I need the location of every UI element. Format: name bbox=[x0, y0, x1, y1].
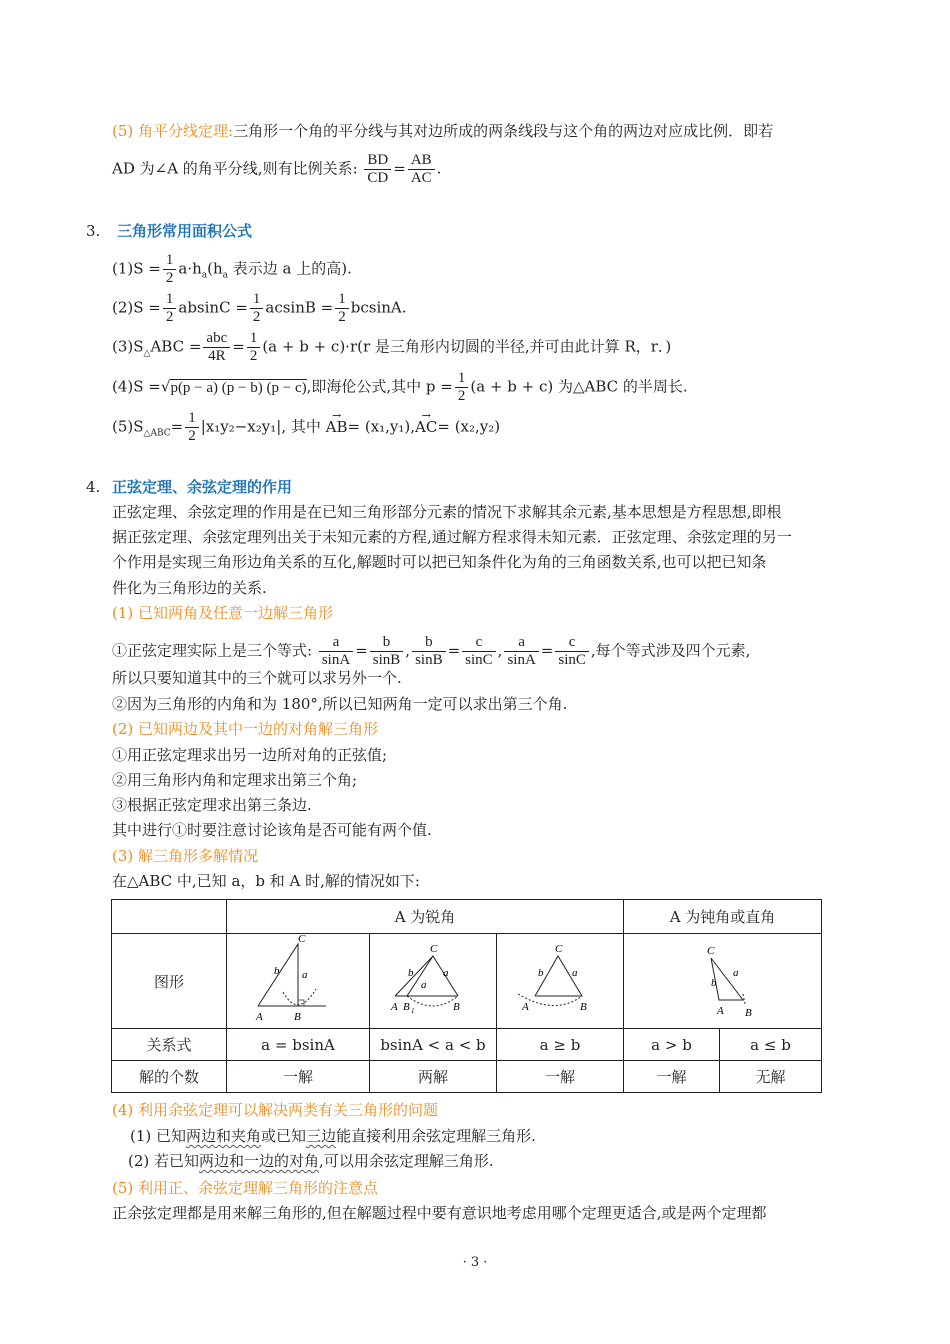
svg-text:C: C bbox=[298, 934, 306, 945]
section-title: 正弦定理、余弦定理的作用 bbox=[112, 478, 293, 496]
relation-cell: a = bsinA bbox=[227, 1029, 370, 1061]
svg-text:B: B bbox=[294, 1011, 301, 1023]
text-line: 所以只要知道其中的三个就可以求另外一个. bbox=[112, 669, 402, 687]
svg-text:b: b bbox=[408, 967, 414, 979]
area-formula-5: $(5)S_{\triangle ABC}=$ $\frac{1}{2}$ |x₁y₂−x₂y₁|, 其中 → AB= (x₁,y₁),→ AC= (x₂,y₂) bbox=[112, 410, 500, 445]
subsection-title: (2) 已知两边及其中一边的对角解三角形 bbox=[112, 720, 379, 738]
svg-text:C: C bbox=[555, 943, 563, 955]
relation-cell: a ≤ b bbox=[720, 1029, 822, 1061]
section-title: 三角形常用面积公式 bbox=[117, 222, 253, 240]
count-cell: 两解 bbox=[370, 1061, 497, 1093]
fraction: $\frac{BD}{CD}$ bbox=[364, 152, 391, 187]
area-formula-2: (2)S = $\frac{1}{2}$ absinC = $\frac{1}{2}$ acsinB = $\frac{1}{2}$ bcsinA. bbox=[112, 291, 407, 325]
svg-text:A: A bbox=[522, 1001, 529, 1013]
svg-text:A: A bbox=[391, 1001, 398, 1013]
subsection-title: (1) 已知两角及任意一边解三角形 bbox=[112, 604, 334, 622]
svg-text:B: B bbox=[453, 1001, 460, 1013]
row-label: 关系式 bbox=[112, 1029, 227, 1061]
paragraph-line: 件化为三角形边的关系. bbox=[112, 579, 267, 597]
text: AD 为∠A 的角平分线,则有比例关系: bbox=[112, 159, 358, 178]
paragraph-line: 据正弦定理、余弦定理列出关于未知元素的方程,通过解方程求得未知元素．正弦定理、余弦定理的另一 bbox=[112, 528, 792, 546]
text-line: 在△ABC 中,已知 a，b 和 A 时,解的情况如下: bbox=[112, 872, 420, 890]
text-line: ②用三角形内角和定理求出第三个角; bbox=[112, 771, 358, 789]
count-cell: 一解 bbox=[497, 1061, 624, 1093]
svg-text:B: B bbox=[580, 1001, 587, 1013]
text-line: ②因为三角形的内角和为 180°,所以已知两角一定可以求出第三个角. bbox=[112, 695, 568, 713]
text-line: ③根据正弦定理求出第三条边. bbox=[112, 796, 312, 814]
figure-two-solutions bbox=[370, 934, 497, 1029]
figure-one-solution-right bbox=[227, 934, 370, 1029]
figure-one-solution-a-ge-b bbox=[497, 934, 624, 1029]
sine-law-equalities: ①正弦定理实际上是三个等式: $\frac{a}{\sin A}$ = $\frac{b}{\sin B}$ , $\frac{b}{\sin B}$ = $\frac{c}{\sin C}$ , $\frac{a}{\sin A}$ = $\frac{c}{\sin C}$ ,每个等式涉及四个元素, bbox=[112, 634, 751, 668]
svg-text:A: A bbox=[256, 1011, 263, 1023]
svg-text:b: b bbox=[274, 965, 280, 977]
angle-bisector-formula: AD 为∠A 的角平分线,则有比例关系: $\frac{BD}{CD}$ = $\frac{AB}{AC}$ . bbox=[112, 152, 442, 186]
count-cell: 无解 bbox=[720, 1061, 822, 1093]
relation-cell: bsinA < a < b bbox=[370, 1029, 497, 1061]
svg-text:A: A bbox=[716, 1005, 724, 1017]
section-number: 3. bbox=[86, 222, 101, 240]
svg-text:a: a bbox=[572, 967, 578, 979]
figure-obtuse bbox=[624, 934, 822, 1029]
section-number: 4. bbox=[86, 478, 101, 496]
relation-cell: a ≥ b bbox=[497, 1029, 624, 1061]
area-formula-3: $(3)S_\triangle ABC$ = abc 4R = $\frac{1}{2}$ (a + b + c)·r(r 是三角形内切圆的半径,并可由此计算 R，r．) bbox=[112, 330, 672, 364]
header-acute: A 为锐角 bbox=[227, 900, 624, 934]
svg-text:1: 1 bbox=[411, 1007, 415, 1015]
paragraph-line: 个作用是实现三角形边角关系的互化,解题时可以把已知条件化为角的三角函数关系,也可以把已知条 bbox=[112, 553, 767, 571]
subsection-title: (3) 解三角形多解情况 bbox=[112, 847, 259, 865]
svg-text:a: a bbox=[732, 967, 738, 979]
text-line: ①用正弦定理求出另一边所对角的正弦值; bbox=[112, 746, 388, 764]
text-line: 正余弦定理都是用来解三角形的,但在解题过程中要有意识地考虑用哪个定理更适合,或是两个定理都 bbox=[112, 1204, 767, 1222]
paragraph-line: 正弦定理、余弦定理的作用是在已知三角形部分元素的情况下求解其余元素,基本思想是方程思想,即根 bbox=[112, 503, 782, 521]
text-line: 其中进行①时要注意讨论该角是否可能有两个值. bbox=[112, 821, 432, 839]
svg-text:a: a bbox=[443, 967, 449, 979]
subsection-title: (4) 利用余弦定理可以解决两类有关三角形的问题 bbox=[112, 1101, 439, 1119]
solution-cases-table bbox=[111, 899, 822, 1093]
svg-text:b: b bbox=[538, 967, 544, 979]
count-cell: 一解 bbox=[227, 1061, 370, 1093]
row-label: 解的个数 bbox=[112, 1061, 227, 1093]
angle-bisector-theorem bbox=[112, 121, 773, 141]
item-text: 三角形一个角的平分线与其对边所成的两条线段与这个角的两边对应成比例．即若 bbox=[233, 122, 774, 140]
text-line: (1) 已知两边和夹角或已知三边能直接利用余弦定理解三角形. bbox=[130, 1127, 536, 1145]
area-formula-4-heron: (4)S =√p(p − a) (p − b) (p − c),即海伦公式,其中 p = $\frac{1}{2}$ (a + b + c) 为△ABC 的半周长. bbox=[112, 370, 688, 404]
svg-text:a: a bbox=[421, 979, 427, 991]
svg-text:a: a bbox=[302, 969, 308, 981]
row-label: 图形 bbox=[112, 934, 227, 1029]
area-formula-1: (1)S = $\frac{1}{2}$ $a\cdot h_a(h_a$ 表示边 a 上的高). bbox=[112, 252, 352, 286]
svg-text:C: C bbox=[706, 945, 714, 957]
text-line: (2) 若已知两边和一边的对角,可以用余弦定理解三角形. bbox=[128, 1152, 494, 1170]
svg-text:B: B bbox=[403, 1001, 410, 1013]
item-label: (5) 角平分线定理: bbox=[112, 122, 234, 140]
relation-cell: a > b bbox=[624, 1029, 720, 1061]
svg-text:B: B bbox=[744, 1007, 752, 1019]
count-cell: 一解 bbox=[624, 1061, 720, 1093]
svg-text:C: C bbox=[430, 943, 438, 955]
svg-text:b: b bbox=[710, 977, 716, 989]
subsection-title: (5) 利用正、余弦定理解三角形的注意点 bbox=[112, 1179, 379, 1197]
empty-cell bbox=[112, 900, 227, 934]
fraction: $\frac{AB}{AC}$ bbox=[408, 152, 435, 187]
page-number: · 3 · bbox=[462, 1255, 488, 1270]
header-obtuse: A 为钝角或直角 bbox=[624, 900, 822, 934]
